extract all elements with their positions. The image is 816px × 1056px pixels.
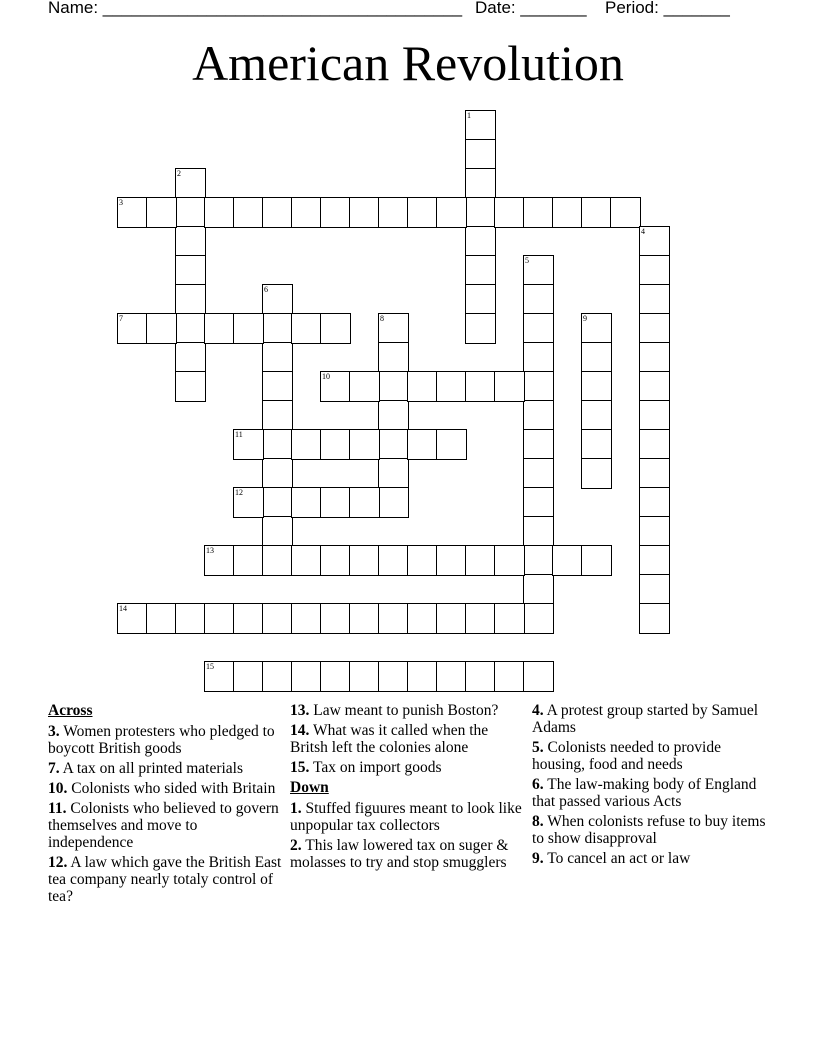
crossword-cell[interactable]: [639, 313, 670, 344]
crossword-cell[interactable]: [378, 458, 409, 489]
crossword-cell[interactable]: [552, 545, 583, 576]
crossword-cell[interactable]: [465, 255, 496, 286]
crossword-cell[interactable]: [523, 400, 554, 431]
crossword-cell[interactable]: [349, 487, 380, 518]
crossword-cell[interactable]: [175, 255, 206, 286]
crossword-cell[interactable]: [262, 429, 293, 460]
crossword-cell[interactable]: [262, 313, 293, 344]
crossword-cell[interactable]: [320, 487, 351, 518]
crossword-cell[interactable]: [146, 313, 177, 344]
crossword-cell[interactable]: [349, 371, 380, 402]
crossword-cell[interactable]: [262, 487, 293, 518]
period-field-label[interactable]: Period: _______: [605, 0, 730, 17]
crossword-cell[interactable]: [117, 313, 148, 344]
crossword-cell[interactable]: [175, 603, 206, 634]
clue-number: 6: [264, 285, 268, 294]
across-clue: 14. What was it called when the Britsh left the colonies alone: [290, 722, 489, 756]
crossword-cell[interactable]: [146, 197, 177, 228]
crossword-cell[interactable]: [175, 197, 206, 228]
crossword-cell[interactable]: [291, 545, 322, 576]
crossword-cell[interactable]: [465, 313, 496, 344]
crossword-cell[interactable]: [233, 661, 264, 692]
crossword-cell[interactable]: [639, 545, 670, 576]
crossword-cell[interactable]: [523, 574, 554, 605]
name-field-label[interactable]: Name: ______________________________________: [48, 0, 463, 17]
crossword-cell[interactable]: [407, 429, 438, 460]
crossword-cell[interactable]: [378, 371, 409, 402]
crossword-cell[interactable]: [523, 371, 554, 402]
crossword-cell[interactable]: [465, 284, 496, 315]
page-title: American Revolution: [192, 35, 624, 91]
crossword-cell[interactable]: [262, 458, 293, 489]
crossword-cell[interactable]: [639, 400, 670, 431]
crossword-cell[interactable]: [291, 313, 322, 344]
clue-number: 10: [322, 372, 330, 381]
crossword-cell[interactable]: [175, 371, 206, 402]
crossword-cell[interactable]: [204, 661, 235, 692]
crossword-cell[interactable]: [581, 400, 612, 431]
crossword-cell[interactable]: [639, 284, 670, 315]
crossword-cell[interactable]: [320, 371, 351, 402]
crossword-cell[interactable]: [523, 458, 554, 489]
crossword-cell[interactable]: [349, 603, 380, 634]
crossword-cell[interactable]: [175, 313, 206, 344]
crossword-cell[interactable]: [639, 458, 670, 489]
crossword-cell[interactable]: [175, 284, 206, 315]
crossword-cell[interactable]: [436, 603, 467, 634]
clue-number: 3: [119, 198, 123, 207]
across-clue: 13. Law meant to punish Boston?: [290, 702, 499, 719]
crossword-cell[interactable]: [465, 139, 496, 170]
clue-number: 12: [235, 488, 243, 497]
crossword-cell[interactable]: [262, 545, 293, 576]
crossword-cell[interactable]: [523, 342, 554, 373]
crossword-cell[interactable]: [465, 661, 496, 692]
crossword-cell[interactable]: [639, 226, 670, 257]
crossword-cell[interactable]: [639, 603, 670, 634]
crossword-cell[interactable]: [523, 429, 554, 460]
crossword-cell[interactable]: [523, 313, 554, 344]
clues-column-1: [48, 702, 284, 908]
crossword-cell[interactable]: [639, 255, 670, 286]
crossword-cell[interactable]: [465, 168, 496, 199]
crossword-cell[interactable]: [320, 429, 351, 460]
clue-number: 8: [380, 314, 384, 323]
crossword-cell[interactable]: [117, 197, 148, 228]
across-clue: 3. Women protesters who pledged to boycott British goods: [48, 723, 275, 757]
crossword-cell[interactable]: [465, 226, 496, 257]
clues-column-2: [290, 702, 526, 874]
crossword-cell[interactable]: [204, 313, 235, 344]
across-clue: 11. Colonists who believed to govern themselves and move to independence: [48, 800, 279, 851]
crossword-cell[interactable]: [349, 429, 380, 460]
clue-number: 2: [177, 169, 181, 178]
crossword-cell[interactable]: [494, 371, 525, 402]
clues-column-3: [532, 702, 772, 870]
down-clue: 6. The law-making body of England that passed various Acts: [532, 776, 757, 810]
crossword-cell[interactable]: [378, 487, 409, 518]
crossword-cell[interactable]: [349, 545, 380, 576]
crossword-cell[interactable]: [523, 603, 554, 634]
clue-number: 7: [119, 314, 123, 323]
clue-number: 4: [641, 227, 645, 236]
crossword-cell[interactable]: [262, 371, 293, 402]
crossword-cell[interactable]: [523, 661, 554, 692]
down-clue: 2. This law lowered tax on suger & molasses to try and stop smugglers: [290, 837, 509, 871]
crossword-cell[interactable]: [581, 197, 612, 228]
crossword-cell[interactable]: [349, 661, 380, 692]
crossword-cell[interactable]: [320, 197, 351, 228]
crossword-cell[interactable]: [291, 429, 322, 460]
across-clue: 12. A law which gave the British East tea company nearly totaly control of tea?: [48, 854, 282, 905]
down-clue: 5. Colonists needed to provide housing, food and needs: [532, 739, 721, 773]
date-field-label[interactable]: Date: _______: [475, 0, 587, 17]
down-clue: 9. To cancel an act or law: [532, 850, 691, 867]
crossword-cell[interactable]: [581, 313, 612, 344]
crossword-cell[interactable]: [581, 371, 612, 402]
down-clue: 4. A protest group started by Samuel Adams: [532, 702, 759, 736]
crossword-cell[interactable]: [117, 603, 148, 634]
crossword-cell[interactable]: [465, 371, 496, 402]
crossword-cell[interactable]: [349, 197, 380, 228]
crossword-cell[interactable]: [378, 429, 409, 460]
down-clue: 1. Stuffed figuures meant to look like unpopular tax collectors: [290, 800, 522, 834]
crossword-cell[interactable]: [378, 342, 409, 373]
crossword-cell[interactable]: [378, 545, 409, 576]
down-clue: 8. When colonists refuse to buy items to show disapproval: [532, 813, 766, 847]
crossword-cell[interactable]: [175, 226, 206, 257]
crossword-cell[interactable]: [494, 197, 525, 228]
crossword-cell[interactable]: [233, 487, 264, 518]
crossword-cell[interactable]: [320, 545, 351, 576]
crossword-cell[interactable]: [523, 545, 554, 576]
crossword-cell[interactable]: [378, 313, 409, 344]
crossword-cell[interactable]: [639, 429, 670, 460]
crossword-cell[interactable]: [639, 516, 670, 547]
crossword-cell[interactable]: [581, 342, 612, 373]
clue-number: 14: [119, 604, 127, 613]
crossword-cell[interactable]: [494, 661, 525, 692]
crossword-cell[interactable]: [436, 429, 467, 460]
crossword-cell[interactable]: [204, 545, 235, 576]
clue-number: 9: [583, 314, 587, 323]
crossword-cell[interactable]: [146, 603, 177, 634]
crossword-cell[interactable]: [262, 516, 293, 547]
crossword-cell[interactable]: [407, 197, 438, 228]
crossword-cell[interactable]: [204, 603, 235, 634]
crossword-cell[interactable]: [465, 603, 496, 634]
crossword-cell[interactable]: [465, 110, 496, 141]
crossword-cell[interactable]: [465, 197, 496, 228]
crossword-cell[interactable]: [233, 429, 264, 460]
crossword-cell[interactable]: [407, 371, 438, 402]
crossword-cell[interactable]: [204, 197, 235, 228]
crossword-cell[interactable]: [233, 545, 264, 576]
crossword-cell[interactable]: [523, 255, 554, 286]
crossword-cell[interactable]: [262, 197, 293, 228]
crossword-cell[interactable]: [552, 197, 583, 228]
crossword-cell[interactable]: [378, 197, 409, 228]
clue-number: 5: [525, 256, 529, 265]
crossword-cell[interactable]: [291, 661, 322, 692]
crossword-cell[interactable]: [639, 574, 670, 605]
down-heading: Down: [290, 779, 329, 796]
crossword-cell[interactable]: [494, 545, 525, 576]
crossword-cell[interactable]: [262, 342, 293, 373]
crossword-cell[interactable]: [291, 487, 322, 518]
crossword-cell[interactable]: [436, 545, 467, 576]
crossword-cell[interactable]: [378, 400, 409, 431]
crossword-cell[interactable]: [436, 661, 467, 692]
crossword-cell[interactable]: [262, 661, 293, 692]
crossword-cell[interactable]: [639, 371, 670, 402]
crossword-cell[interactable]: [523, 487, 554, 518]
crossword-cell[interactable]: [523, 197, 554, 228]
crossword-cell[interactable]: [320, 603, 351, 634]
across-clue: 7. A tax on all printed materials: [48, 760, 244, 777]
crossword-cell[interactable]: [378, 603, 409, 634]
crossword-cell[interactable]: [465, 545, 496, 576]
across-clue: 10. Colonists who sided with Britain: [48, 780, 276, 797]
crossword-cell[interactable]: [407, 545, 438, 576]
crossword-cell[interactable]: [233, 313, 264, 344]
crossword-cell[interactable]: [175, 342, 206, 373]
crossword-cell[interactable]: [523, 284, 554, 315]
crossword-cell[interactable]: [262, 284, 293, 315]
crossword-cell[interactable]: [262, 400, 293, 431]
crossword-cell[interactable]: [581, 545, 612, 576]
clue-number: 13: [206, 546, 214, 555]
crossword-cell[interactable]: [610, 197, 641, 228]
crossword-cell[interactable]: [320, 313, 351, 344]
crossword-cell[interactable]: [262, 603, 293, 634]
crossword-cell[interactable]: [320, 661, 351, 692]
crossword-cell[interactable]: [175, 168, 206, 199]
crossword-cell[interactable]: [436, 197, 467, 228]
crossword-cell[interactable]: [639, 342, 670, 373]
across-clue: 15. Tax on import goods: [290, 759, 442, 776]
crossword-cell[interactable]: [233, 197, 264, 228]
crossword-cell[interactable]: [233, 603, 264, 634]
crossword-cell[interactable]: [639, 487, 670, 518]
crossword-cell[interactable]: [407, 603, 438, 634]
across-heading: Across: [48, 702, 93, 719]
clue-number: 11: [235, 430, 243, 439]
crossword-cell[interactable]: [407, 661, 438, 692]
crossword-cell[interactable]: [581, 429, 612, 460]
crossword-cell[interactable]: [581, 458, 612, 489]
clue-number: 15: [206, 662, 214, 671]
crossword-cell[interactable]: [494, 603, 525, 634]
crossword-cell[interactable]: [436, 371, 467, 402]
crossword-cell[interactable]: [291, 197, 322, 228]
clue-number: 1: [467, 111, 471, 120]
crossword-cell[interactable]: [291, 603, 322, 634]
crossword-cell[interactable]: [523, 516, 554, 547]
crossword-cell[interactable]: [378, 661, 409, 692]
